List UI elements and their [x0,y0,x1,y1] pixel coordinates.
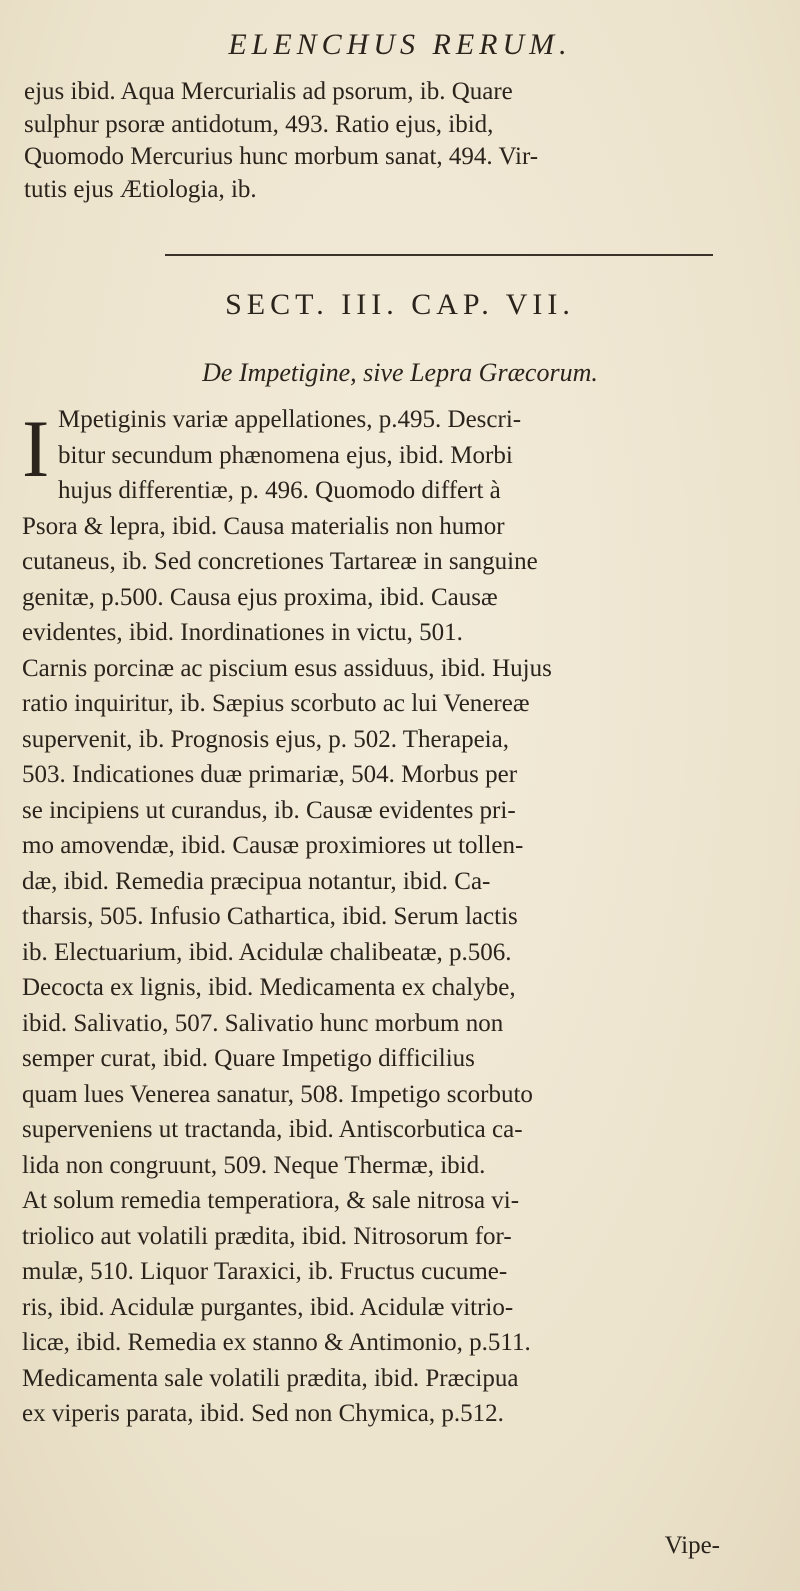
drop-cap: I [22,403,50,494]
section-divider-rule [165,254,713,256]
text-line: supervenit, ib. Prognosis ejus, p. 502. Therapeia, [22,725,509,753]
text-line: mulæ, 510. Liquor Taraxici, ib. Fructus cucume- [22,1258,508,1285]
section-heading: SECT. III. CAP. VII. [225,288,575,321]
text-line: triolico aut volatili prædita, ibid. Nitrosorum for- [22,1222,512,1250]
text-line: bitur secundum phænomena ejus, ibid. Morbi [58,441,513,469]
chapter-index-text [22,402,728,1432]
text-line: Decocta ex lignis, ibid. Medicamenta ex chalybe, [22,974,516,1001]
text-line: Mpetiginis variæ appellationes, p.495. Descri- [58,406,522,433]
text-line: ris, ibid. Acidulæ purgantes, ibid. Acidulæ vitrio- [22,1293,514,1321]
text-line: Quomodo Mercurius hunc morbum sanat, 494. Vir- [24,143,539,170]
text-line: ejus ibid. Aqua Mercurialis ad psorum, ib. Quare [24,78,513,105]
text-line: dæ, ibid. Remedia præcipua notantur, ibid. Ca- [22,867,491,895]
text-line: Carnis porcinæ ac piscium esus assiduus, ibid. Hujus [22,654,552,682]
text-line: se incipiens ut curandus, ib. Causæ evidentes pri- [22,796,516,824]
text-line: Psora & lepra, ibid. Causa materialis non humor [22,512,505,540]
text-line: At solum remedia temperatiora, & sale nitrosa vi- [22,1187,520,1214]
text-line: lida non congruunt, 509. Neque Thermæ, ibid. [22,1151,486,1179]
text-line: licæ, ibid. Remedia ex stanno & Antimonio, p.511. [22,1329,531,1356]
text-line: superveniens ut tractanda, ibid. Antiscorbutica ca- [22,1116,523,1143]
catchword: Vipe- [664,1532,720,1559]
running-head: ELENCHUS RERUM. [228,28,572,61]
text-line: quam lues Venerea sanatur, 508. Impetigo scorbuto [22,1080,533,1108]
text-line: mo amovendæ, ibid. Causæ proximiores ut tollen- [22,832,524,859]
text-line: tutis ejus Ætiologia, ib. [24,175,257,203]
text-line: cutaneus, ib. Sed concretiones Tartareæ in sanguine [22,548,538,575]
text-line: 503. Indicationes duæ primariæ, 504. Morbus per [22,761,518,788]
text-line: ib. Electuarium, ibid. Acidulæ chalibeatæ, p.506. [22,938,512,966]
text-line: ex viperis parata, ibid. Sed non Chymica, p.512. [22,1400,504,1427]
text-line: tharsis, 505. Infusio Cathartica, ibid. Serum lactis [22,903,518,930]
text-line: evidentes, ibid. Inordinationes in victu, 501. [22,619,463,646]
text-line: ratio inquiritur, ib. Sæpius scorbuto ac lui Venereæ [22,690,530,717]
chapter-title: De Impetigine, sive Lepra Græcorum. [202,358,598,387]
text-line: semper curat, ibid. Quare Impetigo difficilius [22,1045,475,1072]
text-line: Medicamenta sale volatili prædita, ibid. Præcipua [22,1364,519,1392]
text-line: genitæ, p.500. Causa ejus proxima, ibid. Causæ [22,583,498,611]
text-line: hujus differentiæ, p. 496. Quomodo differt à [58,477,501,504]
previous-section-text [24,76,730,206]
text-line: ibid. Salivatio, 507. Salivatio hunc morbum non [22,1009,504,1037]
text-line: sulphur psoræ antidotum, 493. Ratio ejus, ibid, [24,110,494,138]
